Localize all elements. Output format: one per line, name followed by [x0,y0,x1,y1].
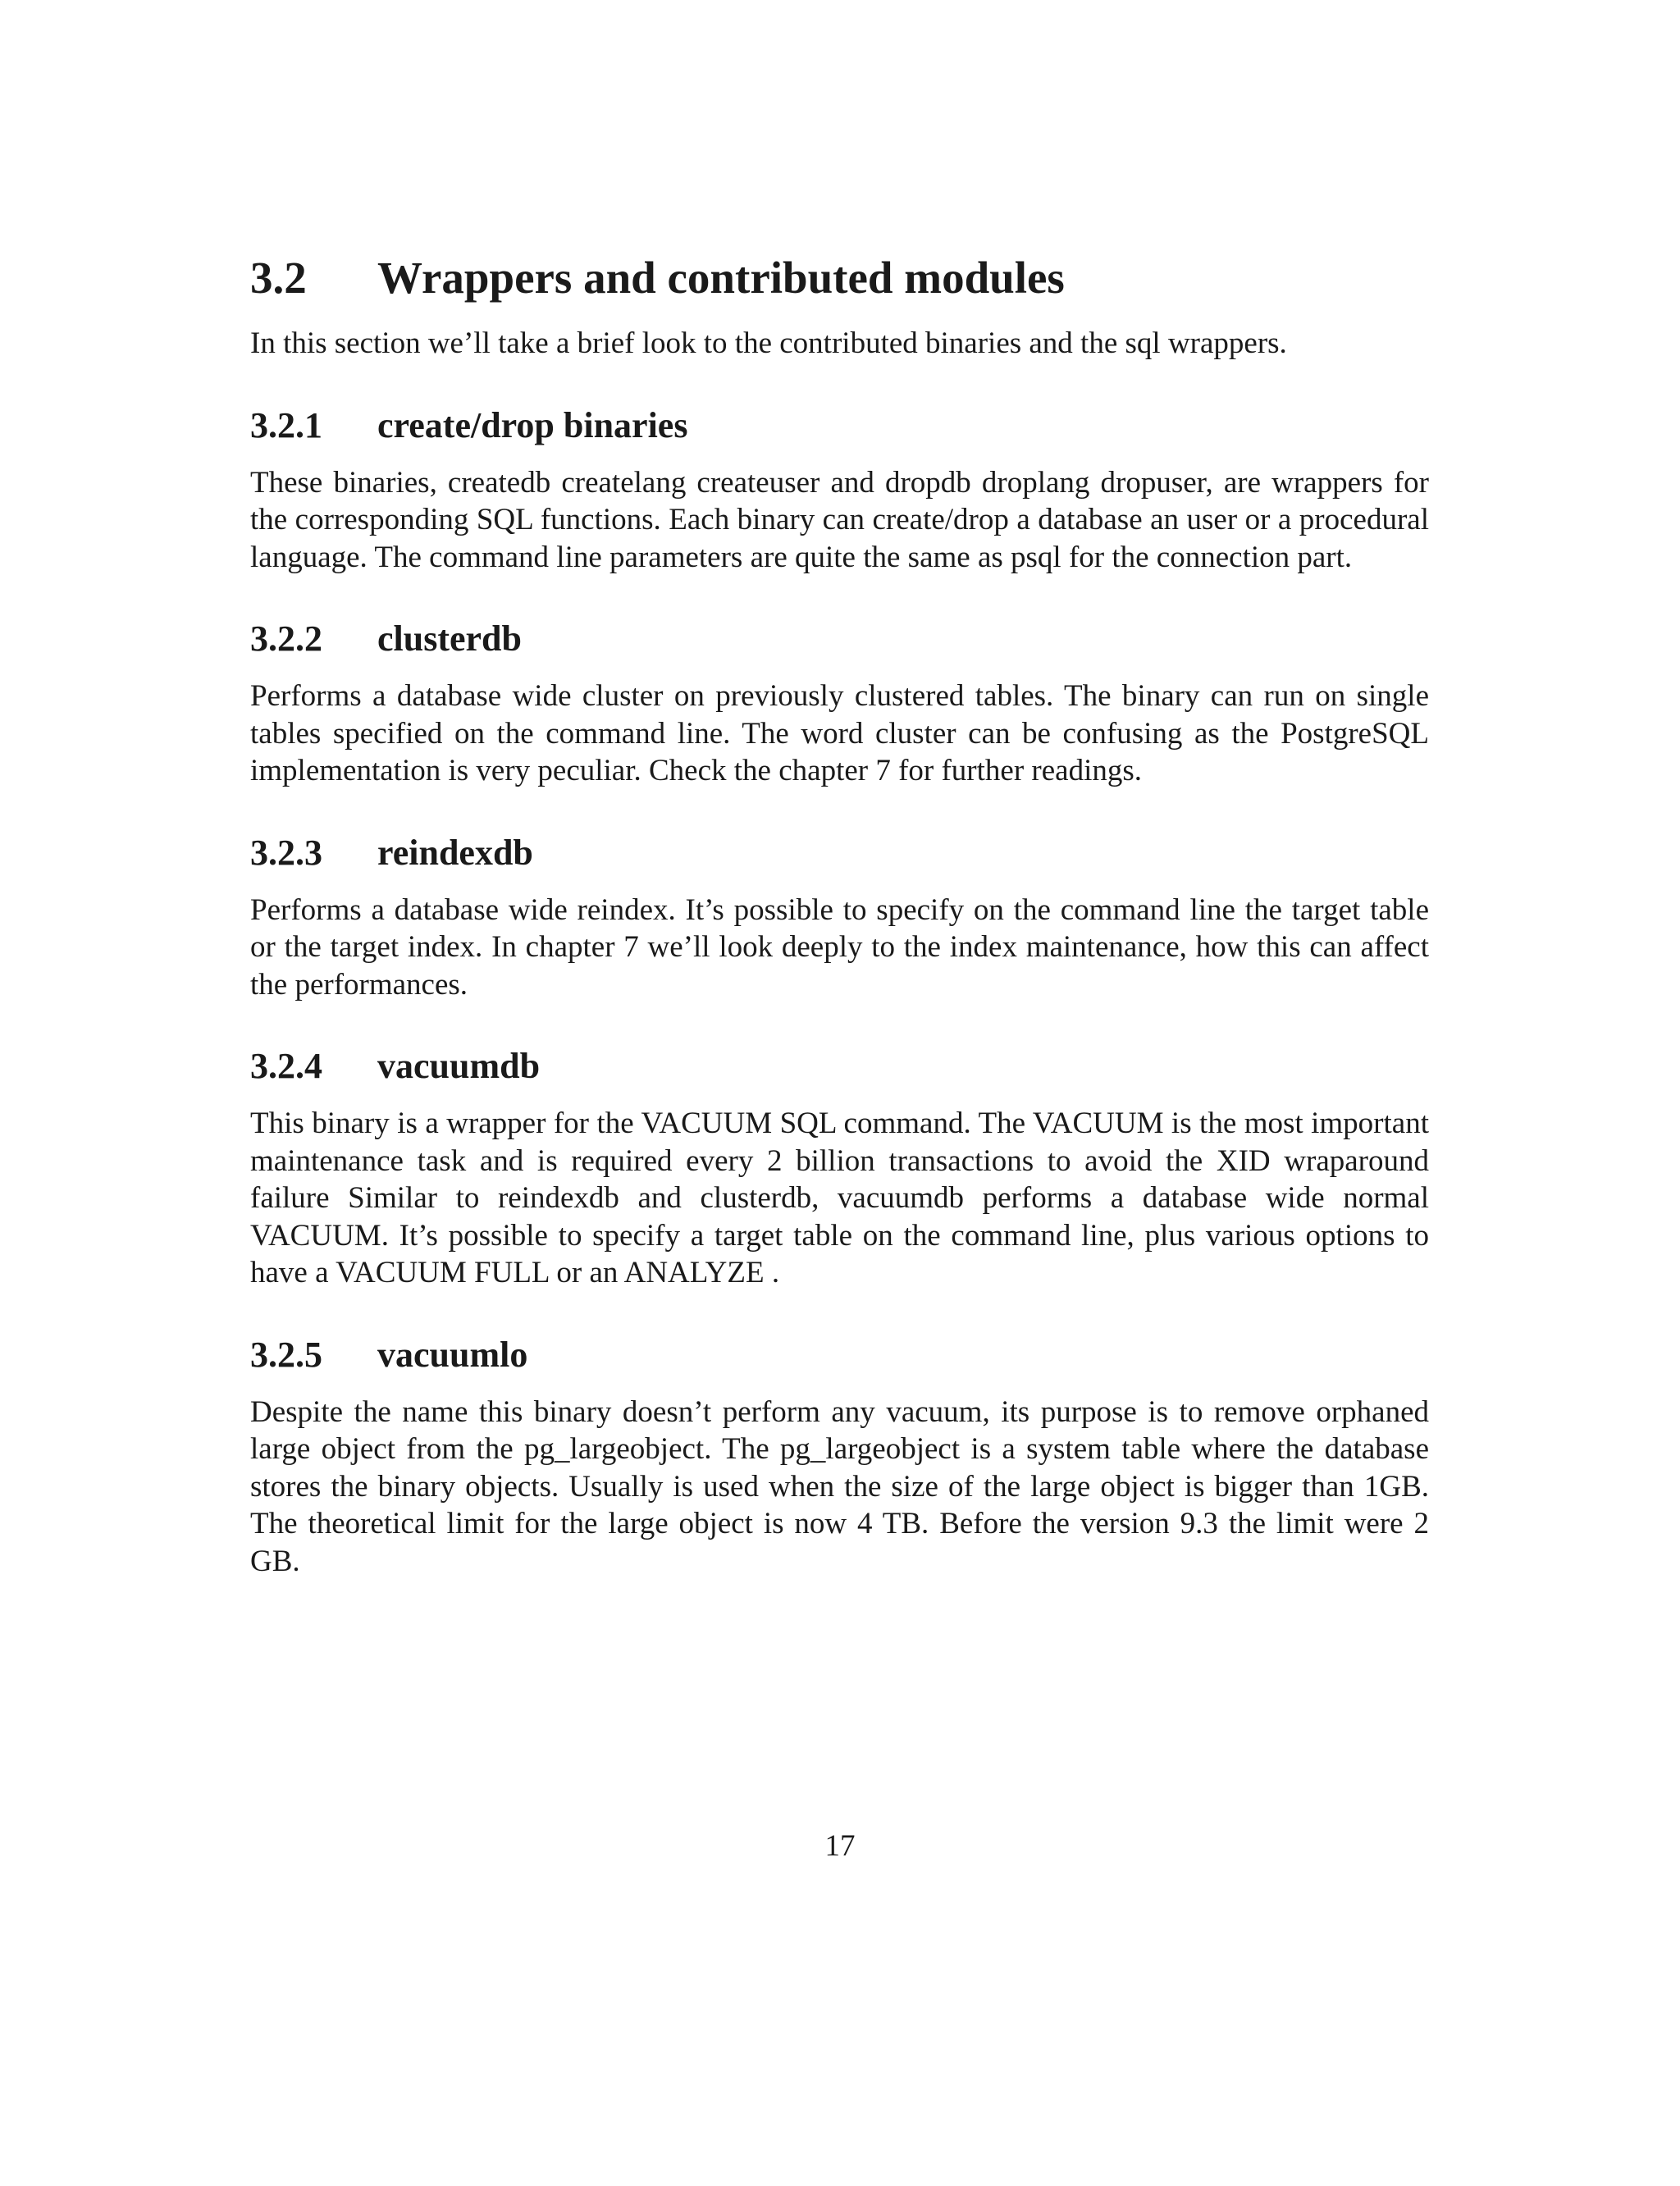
subsection-reindexdb [250,828,1429,1004]
subsection-body: Despite the name this binary doesn’t perform any vacuum, its purpose is to remove orphaned large object from the pg_largeobject. The pg_largeobject is a system table where the database stores the binary objects. Usually is used when the size of the large object is bigger than 1GB. The theoretical limit for the large object is now 4 TB. Before the version 9.3 the limit were 2 GB. [250,1394,1429,1578]
section-title: Wrappers and contributed modules [377,253,1065,303]
subsection-clusterdb [250,614,1429,790]
subsection-title: clusterdb [377,618,522,659]
subsection-vacuumlo [250,1330,1429,1581]
subsection-body: Performs a database wide reindex. It’s possible to specify on the command line the target table or the target index. In chapter 7 we’ll look deeply to the index maintenance, how this can affect the performances. [250,892,1429,1002]
subsection-heading [250,400,1429,451]
subsection-number: 3.2.5 [250,1334,322,1375]
subsection-title: reindexdb [377,832,533,873]
section-number: 3.2 [250,253,307,303]
subsection-number: 3.2.1 [250,404,322,445]
subsection-title: vacuumlo [377,1334,528,1375]
subsection-create-drop-binaries [250,400,1429,577]
text-column [250,246,1429,1580]
section-heading [250,246,1429,310]
subsection-number: 3.2.4 [250,1046,322,1086]
subsection-heading [250,828,1429,879]
section-intro: In this section we’ll take a brief look to the contributed binaries and the sql wrappers. [250,326,1287,360]
subsection-title: vacuumdb [377,1046,541,1086]
subsection-number: 3.2.2 [250,618,322,659]
subsection-heading [250,1330,1429,1381]
subsection-body: Performs a database wide cluster on previously clustered tables. The binary can run on single tables specified on the command line. The word cluster can be confusing as the PostgreSQL implementation is very peculiar. Check the chapter 7 for further readings. [250,679,1429,787]
subsection-heading [250,1041,1429,1092]
subsection-title: create/drop binaries [377,404,688,445]
subsection-heading [250,614,1429,664]
page-number: 17 [824,1829,856,1863]
subsection-body: This binary is a wrapper for the VACUUM SQL command. The VACUUM is the most important maintenance task and is required every 2 billion transactions to avoid the XID wraparound failure Similar to reindexdb and clusterdb, vacuumdb performs a database wide normal VACUUM. It’s possible to specify a target table on the command line, plus various options to have a VACUUM FULL or an ANALYZE . [250,1107,1429,1289]
subsection-vacuumdb [250,1041,1429,1292]
subsection-body: These binaries, createdb createlang createuser and dropdb droplang dropuser, are wrappers for the corresponding SQL functions. Each binary can create/drop a database an user or a procedural language. The command line parameters are quite the same as psql for the connection part. [250,465,1429,574]
subsection-number: 3.2.3 [250,832,322,873]
